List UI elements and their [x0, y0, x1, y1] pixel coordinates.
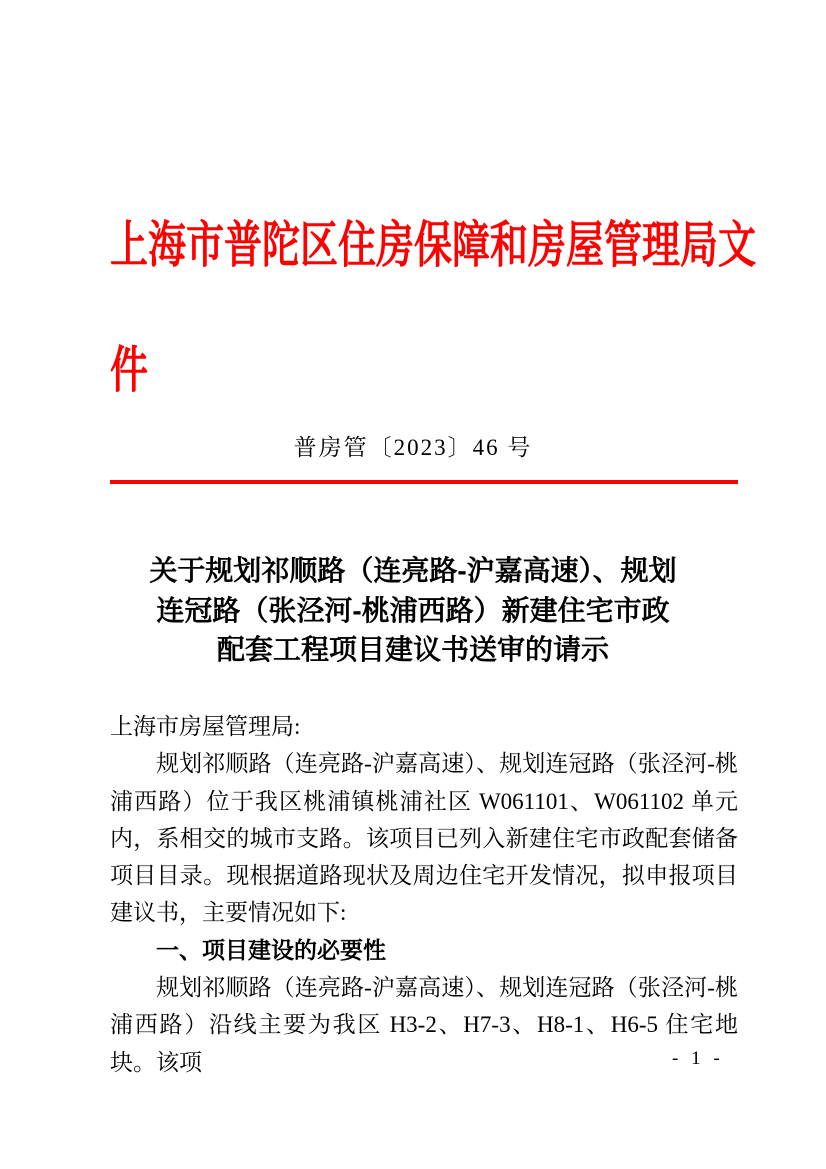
document-title	[0, 551, 826, 670]
paragraph-necessity: 规划祁顺路（连亮路-沪嘉高速）、规划连冠路（张泾河-桃浦西路）沿线主要为我区 H3-2、H7-3、H8-1、H6-5 住宅地块。该项	[110, 975, 738, 1075]
document-body	[110, 708, 738, 1081]
document-title-line-1: 关于规划祁顺路（连亮路-沪嘉高速）、规划	[149, 555, 677, 586]
section-heading-necessity: 一、项目建设的必要性	[156, 936, 386, 963]
letterhead-org-title	[110, 183, 756, 433]
page-number: - 1 -	[672, 1048, 724, 1069]
letterhead-divider-rule	[110, 480, 738, 484]
document-title-line-2: 连冠路（张泾河-桃浦西路）新建住宅市政	[156, 594, 670, 626]
salutation: 上海市房屋管理局:	[110, 714, 301, 739]
org-title-line-2: 件	[110, 342, 148, 398]
org-title-line-1: 上海市普陀区住房保障和房屋管理局文	[110, 217, 756, 273]
document-title-line-3: 配套工程项目建议书送审的请示	[216, 634, 609, 665]
document-number: 普房管〔2023〕46 号	[293, 435, 533, 460]
paragraph-intro: 规划祁顺路（连亮路-沪嘉高速）、规划连冠路（张泾河-桃浦西路）位于我区桃浦镇桃浦社区 W061101、W061102 单元内，系相交的城市支路。该项目已列入新建住宅市政配套储备项目目录。现根据道路现状及周边住宅开发情况，拟申报项目建议书，主要情况如下:	[110, 751, 738, 926]
